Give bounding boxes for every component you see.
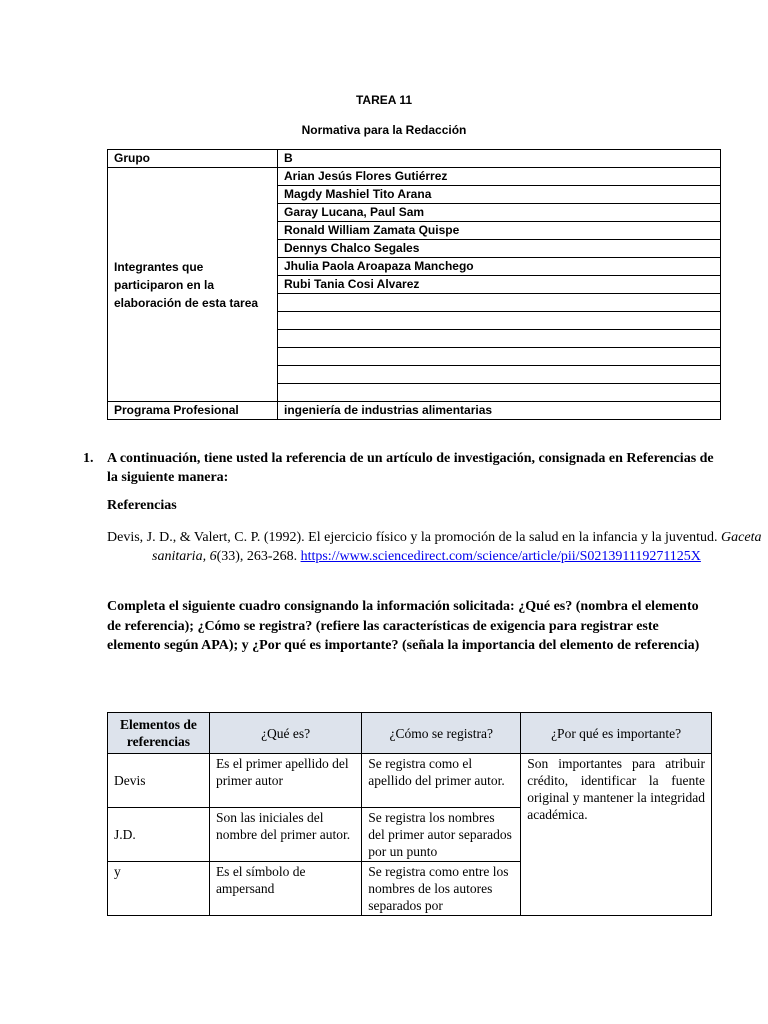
what-cell: Es el primer apellido del primer autor xyxy=(209,754,361,808)
member-cell xyxy=(278,294,721,312)
document-subtitle: Normativa para la Redacción xyxy=(301,123,467,137)
reference-url-link[interactable]: https://www.sciencedirect.com/science/article/pii/S021391119271125X xyxy=(300,549,701,564)
member-cell: Rubi Tania Cosi Alvarez xyxy=(278,276,721,294)
what-cell: Es el símbolo de ampersand xyxy=(209,862,361,916)
member-cell: Ronald William Zamata Quispe xyxy=(278,222,721,240)
reference-volume: , 6 xyxy=(202,549,217,564)
member-cell: Jhulia Paola Aroapaza Manchego xyxy=(278,258,721,276)
member-cell: Dennys Chalco Segales xyxy=(278,240,721,258)
table-row xyxy=(108,754,712,808)
header-why: ¿Por qué es importante? xyxy=(521,713,712,754)
reference-journal: Gaceta sanitaria xyxy=(152,530,762,564)
member-cell xyxy=(278,330,721,348)
what-cell: Son las iniciales del nombre del primer autor. xyxy=(209,808,361,862)
member-cell: Arian Jesús Flores Gutiérrez xyxy=(278,168,721,186)
group-info-table xyxy=(107,149,721,420)
element-cell: y xyxy=(108,862,210,916)
members-label: Integrantes que participaron en la elaboración de esta tarea xyxy=(108,168,278,402)
member-cell xyxy=(278,312,721,330)
question-1 xyxy=(83,449,723,487)
group-value: B xyxy=(278,150,721,168)
header-how: ¿Cómo se registra? xyxy=(362,713,521,754)
how-cell: Se registra como el apellido del primer autor. xyxy=(362,754,521,808)
member-cell: Magdy Mashiel Tito Arana xyxy=(278,186,721,204)
table-header-row xyxy=(108,713,712,754)
document-title: TAREA 11 xyxy=(355,93,412,107)
question-text: A continuación, tiene usted la referencia de un artículo de investigación, consignada en Referencias de la siguiente manera: xyxy=(107,451,714,485)
reference-entry xyxy=(107,528,762,566)
header-elements: Elementos de referencias xyxy=(108,713,210,754)
reference-elements-table xyxy=(107,712,712,916)
question-number: 1. xyxy=(83,451,94,466)
instructions-text: Completa el siguiente cuadro consignando la información solicitada: ¿Qué es? (nombra el elemento de referencia); ¿Cómo se registra? (refiere las características de exigencia para registrar este elemento según APA); y ¿Por qué es importante? (señala la importancia del elemento de referencia) xyxy=(107,599,700,653)
reference-authors-title: Devis, J. D., & Valert, C. P. (1992). El ejercicio físico y la promoción de la salud en la infancia y la juventud. xyxy=(107,530,722,545)
element-cell: Devis xyxy=(108,754,210,808)
header-what: ¿Qué es? xyxy=(209,713,361,754)
importance-cell: Son importantes para atribuir crédito, identificar la fuente original y mantener la integridad académica. xyxy=(521,754,712,916)
program-value: ingeniería de industrias alimentarias xyxy=(278,402,721,420)
member-cell xyxy=(278,366,721,384)
member-cell: Garay Lucana, Paul Sam xyxy=(278,204,721,222)
program-label: Programa Profesional xyxy=(108,402,278,420)
references-heading: Referencias xyxy=(107,498,177,513)
how-cell: Se registra como entre los nombres de los autores separados por xyxy=(362,862,521,916)
table-row xyxy=(108,168,721,186)
how-cell: Se registra los nombres del primer autor separados por un punto xyxy=(362,808,521,862)
reference-pages: (33), 263-268. xyxy=(216,549,298,564)
element-cell: J.D. xyxy=(108,808,210,862)
table-row xyxy=(108,402,721,420)
member-cell xyxy=(278,384,721,402)
table-row xyxy=(108,150,721,168)
group-label: Grupo xyxy=(108,150,278,168)
member-cell xyxy=(278,348,721,366)
